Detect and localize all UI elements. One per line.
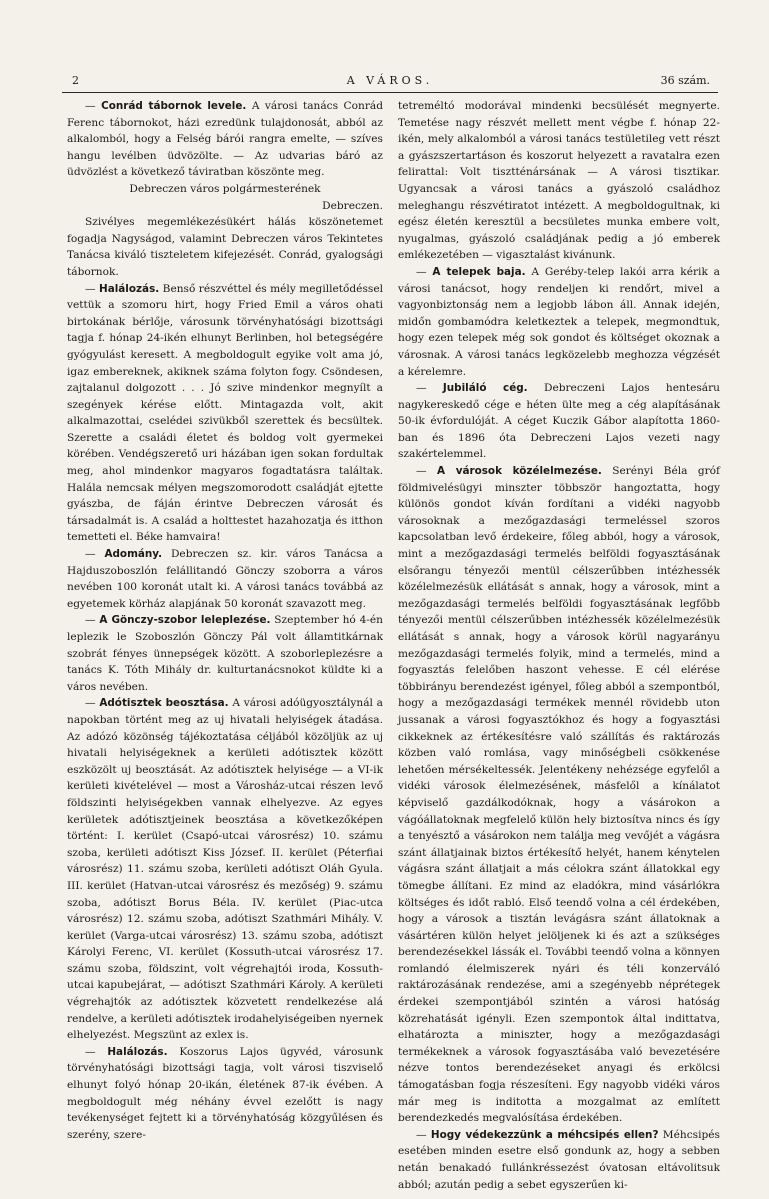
- issue-number: 36 szám.: [660, 74, 710, 87]
- article-heading: A telepek baja.: [432, 265, 526, 278]
- article-text: A Geréby-telep lakói arra kérik a városi tanácsot, hogy rendeljen ki rendőrt, mivel a vagyonbiztonság nem a legjobb lábon áll. Annak idején, midőn gombamódra keletkeztek a telepek, megmondtuk, hogy ezen telepek még sok gondot és költséget okoznak a városnak. A városi tanács legközelebb meghozza végzését a kérelemre.: [398, 265, 720, 378]
- telegram-text: Szivélyes megemlékezésükért hálás köszönetemet fogadja Nagyságod, valamint Debreczen város Tekintetes Tanácsa kiváló tiszteletem kifejezését. Conrád, gyalogsági tábornok.: [67, 216, 383, 278]
- article-statue: — A Gönczy-szobor leleplezése. Szeptember hó 4-én leplezik le Szoboszlón Gönczy Pál volt államtitkárnak szobrát fényes ünnepségek között. A szoborleplezésre a tanács K. Tóth Mihály dr. kulturtanácsnokot küldte ki a város nevében.: [67, 614, 383, 693]
- article-text: A városi tanács Conrád Ferenc tábornokot, házi ezredünk tulajdonosát, abból az alkalomból, hogy a Felség bárói rangra emelte, — szíves hangu levélben üdvözölte. — Az udvarias báró az üdvözlést a következő táviratban köszönte meg.: [67, 100, 383, 179]
- article-text: Benső részvéttel és mély megilletődéssel vettük a szomoru hirt, hogy Fried Emil a város ohati birtokának bérlője, városunk törvényhatósági bizottsági tagja f. hónap 24-ikén elhunyt Berlinben, hol betegségére gyógyulást keresett. A megboldogult egyike volt ama jó, igaz embereknek, akiknek száma folyton fogy. Csöndesen, zajtalanul dolgozott . . . Jó szive mindenkor megnyílt a szegények kérése előtt. Mintagazda volt, akit alkalmazottai, cselédei szivükből szerettek és becsültek. Szerette a családi életet és boldog volt gyermekei körében. Vendégszerető uri házában igen sokan fordultak meg, ahol mindenkor magyaros fogadtatásra találtak. Halála nemcsak mélyen megszomorodott családját ejtette gyászba, de fáján érintve Debreczen városát és társadalmát is. A család a holttestet hazahozatja és itthon temetteti el. Béke hamvaira!: [67, 282, 383, 544]
- article-heading: Jubiláló cég.: [442, 382, 528, 395]
- article-heading: Halálozás.: [107, 1045, 168, 1058]
- article-heading: Adótisztek beosztása.: [99, 697, 229, 710]
- left-column: [67, 98, 383, 1143]
- page-header: [62, 70, 718, 93]
- article-heading: Hogy védekezzünk a méhcsipés ellen?: [430, 1128, 659, 1141]
- article-heading: A városok közélelmezése.: [437, 465, 602, 478]
- article-death-1: — Halálozás. Benső részvéttel és mély megilletődéssel vettük a szomoru hirt, hogy Fried Emil a város ohati birtokának bérlője, városunk törvényhatósági bizottsági tagja f. hónap 24-ikén elhunyt Berlinben, hol betegségére gyógyulást keresett. A megboldogult egyike volt ama jó, igaz embereknek, akiknek száma folyton fogy. Csöndesen, zajtalanul dolgozott . . . Jó szive mindenkor megnyílt a szegények kérése előtt. Mintagazda volt, akit alkalmazottai, cselédei szivükből szerettek és becsültek. Szerette a családi életet és boldog volt gyermekei körében. Vendégszerető uri házában igen sokan fordultak meg, ahol mindenkor magyaros fogadtatásra találtak. Halála nemcsak mélyen megszomorodott családját ejtette gyászba, de fáján érintve Debreczen városát és társadalmát is. A család a holttestet hazahozatja és itthon temetteti el. Béke hamvaira!: [67, 282, 383, 544]
- article-jubilee: — Jubiláló cég. Debreczeni Lajos hentesáru nagykereskedő cége e héten ülte meg a cég alapításának 50-ik évfordulóját. A céget Kuczik Gábor alapította 1860-ban és 1896 óta Debreczeni Lajos vezeti nagy szakértelemmel.: [398, 382, 720, 461]
- article-heading: A Gönczy-szobor leleplezése.: [99, 614, 271, 627]
- article-settlements: — A telepek baja. A Geréby-telep lakói arra kérik a városi tanácsot, hogy rendeljen ki rendőrt, mivel a vagyonbiztonság nem a legjobb lábon áll. Annak idején, midőn gombamódra keletkeztek a telepek, megmondtuk, hogy ezen telepek még sok gondot és költséget okoznak a városnak. A városi tanács legközelebb meghozza végzését a kérelemre.: [398, 265, 720, 378]
- right-column: [398, 98, 720, 1193]
- article-text: A városi adóügyosztálynál a napokban történt meg az uj hivatali helyiségek átadása. Az adózó közönség tájékoztatása céljából közöljük az uj hivatali helyiségeknek a kerületi adótisztek között eszközölt uj beosztását. Az adótisztek helyisége — a VI-ik kerületi kivételével — most a Városház-utcai részen levő földszinti helyiségekben vannak elhelyezve. Az egyes kerületek adótisztjeinek beosztása a következőképen történt: I. kerület (Csapó-utcai városrész) 10. számu szoba, kerületi adótiszt Kiss József. II. kerület (Péterfiai városrész) 11. számu szoba, kerületi adótiszt Oláh Gyula. III. kerület (Hatvan-utcai városrész és mezőség) 9. számu szoba, adótiszt Borus Béla. IV. kerület (Piac-utca városrész) 12. számu szoba, adótiszt Szathmári Mihály. V. kerület (Varga-utcai városrész) 13. számu szoba, adótiszt Károlyi Ferenc, VI. kerület (Kossuth-utcai városrész 17. számu szoba, földszint, volt végrehajtói iroda, Kossuth-utcai kapubejárat, — adótiszt Szathmári Károly. A kerületi végrehajtók az adótisztek közvetett rendelkezése alá rendelve, a kerületi adótisztek irodahelyiségeiben nyernek elhelyezést. Megszünt az exlex is.: [67, 697, 383, 1042]
- article-text: Szeptember hó 4-én leplezik le Szoboszlón Gönczy Pál volt államtitkárnak szobrát fényes ünnepségek között. A szoborleplezésre a tanács K. Tóth Mihály dr. kulturtanácsnokot küldte ki a város nevében.: [67, 614, 383, 693]
- article-text: Serényi Béla gróf földmivelésügyi minszter többször hangoztatta, hogy különös gondot kíván fordítani a vidéki nagyobb városoknak a mezőgazdasági termeléssel szoros kapcsolatban levő érdekeire, főleg abból, hogy a városok, mint a mezőgazdasági termelés belföldi fogyasztásának elsőrangu tényezői mentül célszerűbben intézhessék közélelmezésük ellátását s annak, hogy a városok, mint a mezőgazdasági termelés belföldi fogyasztásának legfőbb tényezői mentül célszerűbben intézhessék közélelmezésük ellátását s annak, hogy a városok körül nagyarányu mezőgazdasági termelés folyik, mind a termelés, mind a fogyasztás felelőben haszont vehesse. E cél elérése többirányu berendezést igényel, főleg abból a szempontból, hogy a mezőgazdasági termékek mennél rövidebb uton jussanak a városi fogyasztókhoz és hogy a fogyasztási cikkeknek az értékesítésre való szállítás és raktározás közben való romlása, vagy minőségbeli csökkenése lehetően mérsékeltessék. Jelentékeny nehézsége egyfelől a vidéki városok élelmezésének, másfelől a kínálatot képviselő gazdálkodóknak, hogy a vásárokon a vágóállatoknak megfelelő külön hely biztosítva nincs és így a tenyésztő a vásárokon nem találja meg vevőjét a vágásra szánt állatjainak biztos értékesítő helyét, hanem kénytelen vágásra szánt állatjait a más célokra szánt állatokkal egy tömegbe állítani. Ez mind az eladókra, mind vásárlókra költséges és időt rabló. Első teendő volna a cél érdekében, hogy a városok a tisztán levágásra szánt állatoknak a vásártéren külön helyet jelöljenek ki és azt a szükséges berendezésekkel lássák el. További teendő volna a könnyen romlandó élelmiszerek nyári és téli konzerváló raktározásának rendezése, ami a szegényebb néprétegek érdekei szempontjából szintén a városi hatóság közrehatását igényli. Ezen szempontok által indittatva, elhatározta a miniszter, hogy a mezőgazdasági termékeknek a városok fogyasztásába való bevezetésére nézve tontos berendezéseket anyagi és erkölcsi támogatásban fogja részesíteni. Egy nagyobb vidéki város már meg is inditotta a mozgalmat az említett berendezkedés megvalósítása érdekében.: [398, 465, 720, 1125]
- article-text: Méhcsipés esetében minden esetre első gondunk az, hogy a sebben netán benakadó fullánkréssezést óvatosan eltávolitsuk abból; azután pedig a sebet egyszerűen ki-: [398, 1128, 720, 1191]
- article-text: Debreczeni Lajos hentesáru nagykereskedő cége e héten ülte meg a cég alapításának 50-ik évfordulóját. A céget Kuczik Gábor alapította 1860-ban és 1896 óta Debreczeni Lajos vezeti nagy szakértelemmel.: [398, 382, 720, 461]
- newspaper-title: A VÁROS.: [346, 74, 434, 87]
- article-tax: — Adótisztek beosztása. A városi adóügyosztálynál a napokban történt meg az uj hivatali helyiségek átadása. Az adózó közönség tájékoztatása céljából közöljük az uj hivatali helyiségeknek a kerületi adótisztek között eszközölt uj beosztását. Az adótisztek helyisége — a VI-ik kerületi kivételével — most a Városház-utcai részen levő földszinti helyiségekben vannak elhelyezve. Az egyes kerületek adótisztjeinek beosztása a következőképen történt: I. kerület (Csapó-utcai városrész) 10. számu szoba, kerületi adótiszt Kiss József. II. kerület (Péterfiai városrész) 11. számu szoba, kerületi adótiszt Oláh Gyula. III. kerület (Hatvan-utcai városrész és mezőség) 9. számu szoba, adótiszt Borus Béla. IV. kerület (Piac-utca városrész) 12. számu szoba, adótiszt Szathmári Mihály. V. kerület (Varga-utcai városrész) 13. számu szoba, adótiszt Károlyi Ferenc, VI. kerület (Kossuth-utcai városrész 17. számu szoba, földszint, volt végrehajtói iroda, Kossuth-utcai kapubejárat, — adótiszt Szathmári Károly. A kerületi végrehajtók az adótisztek közvetett rendelkezése alá rendelve, a kerületi adótisztek irodahelyiségeiben nyernek elhelyezést. Megszünt az exlex is.: [67, 697, 383, 1042]
- article-bee-sting: — Hogy védekezzünk a méhcsipés ellen? Méhcsipés esetében minden esetre első gondunk az, hogy a sebben netán benakadó fullánkréssezést óvatosan eltávolitsuk abból; azután pedig a sebet egyszerűen ki-: [398, 1128, 720, 1191]
- article-donation: — Adomány. Debreczen sz. kir. város Tanácsa a Hajduszoboszlón felállitandó Gönczy szoborra a város nevében 100 koronát utalt ki. A városi tanács továbbá az egyetemek körház alapjának 50 koronát szavazott meg.: [67, 548, 383, 610]
- article-heading: Halálozás.: [99, 282, 160, 295]
- article-text: Debreczen sz. kir. város Tanácsa a Hajduszoboszlón felállitandó Gönczy szoborra a város nevében 100 koronát utalt ki. A városi tanács továbbá az egyetemek körház alapjának 50 koronát szavazott meg.: [67, 548, 383, 610]
- article-text: Koszorus Lajos ügyvéd, városunk törvényhatósági bizottsági tagja, volt városi tiszviselő elhunyt folyó hónap 20-ikán, életének 87-ik évében. A megboldogult még néhány évvel ezelőtt is nagy tevékenységet fejtett ki a törvényhatóság közgyűlésen és szerény, szere-: [67, 1045, 383, 1141]
- article-heading: Conrád tábornok levele.: [101, 100, 247, 112]
- article-food-supply: — A városok közélelmezése. Serényi Béla gróf földmivelésügyi minszter többször hangoztatta, hogy különös gondot kíván fordítani a vidéki nagyobb városoknak a mezőgazdasági termeléssel szoros kapcsolatban levő érdekeire, főleg abból, hogy a városok, mint a mezőgazdasági termelés belföldi fogyasztásának elsőrangu tényezői mentül célszerűbben intézhessék közélelmezésük ellátását s annak, hogy a városok, mint a mezőgazdasági termelés belföldi fogyasztásának legfőbb tényezői mentül célszerűbben intézhessék közélelmezésük ellátását s annak, hogy a városok körül nagyarányu mezőgazdasági termelés folyik, mind a termelés, mind a fogyasztás felelőben haszont vehesse. E cél elérése többirányu berendezést igényel, főleg abból a szempontból, hogy a mezőgazdasági termékek mennél rövidebb uton jussanak a városi fogyasztókhoz és hogy a fogyasztási cikkeknek az értékesítésre való szállítás és raktározás közben való romlása, vagy minőségbeli csökkenése lehetően mérsékeltessék. Jelentékeny nehézsége egyfelől a vidéki városok élelmezésének, másfelől a kínálatot képviselő gazdálkodóknak, hogy a vásárokon a vágóállatoknak megfelelő külön hely biztosítva nincs és így a tenyésztő a vásárokon nem találja meg vevőjét a vágásra szánt állatjainak biztos értékesítő helyét, hanem kénytelen vágásra szánt állatjait a más célokra szánt állatokkal egy tömegbe állítani. Ez mind az eladókra, mind vásárlókra költséges és időt rabló. Első teendő volna a cél érdekében, hogy a városok a tisztán levágásra szánt állatoknak a vásártéren külön helyet jelöljenek ki és azt a szükséges berendezésekkel lássák el. További teendő volna a könnyen romlandó élelmiszerek nyári és téli konzerváló raktározásának rendezése, ami a szegényebb néprétegek érdekei szempontjából szintén a városi hatóság közrehatását igényli. Ezen szempontok által indittatva, elhatározta a miniszter, hogy a mezőgazdasági termékeknek a városok fogyasztásába való bevezetésére nézve tontos berendezéseket anyagi és erkölcsi támogatásban fogja részesíteni. Egy nagyobb vidéki város már meg is inditotta a mozgalmat az említett berendezkedés megvalósítása érdekében.: [398, 465, 720, 1125]
- page-number: 2: [72, 74, 79, 87]
- article-heading: Adomány.: [104, 548, 163, 561]
- article-death-2-continued: tetreméltó modorával mindenki becsülését megnyerte. Temetése nagy részvét mellett ment végbe f. hónap 22-ikén, mely alkalomból a városi tanács testületileg vett részt a gyászszertartáson és koszorut helyezett a ravatalra ezen felirattal: Volt tisztténársának — A városi tisztikar. Ugyancsak a városi tanács a gyászoló családhoz meleghangu részvétiratot intézett. A megboldogultnak, ki egész életén keresztül a becsületes munka embere volt, nyugalmas, gyászoló családjának pedig a jó emberek emlékezetében — vigasztalást kivánunk.: [398, 100, 720, 262]
- article-death-2: — Halálozás. Koszorus Lajos ügyvéd, városunk törvényhatósági bizottsági tagja, volt városi tiszviselő elhunyt folyó hónap 20-ikán, életének 87-ik évében. A megboldogult még néhány évvel ezelőtt is nagy tevékenységet fejtett ki a törvényhatóság közgyűlésen és szerény, szere-: [67, 1045, 383, 1141]
- telegram-addressee: Debreczen város polgármesterének: [129, 182, 321, 195]
- article-conrad: — Conrád tábornok levele. A városi tanács Conrád Ferenc tábornokot, házi ezredünk tulajdonosát, abból az alkalomból, hogy a Felség bárói rangra emelte, — szíves hangu levélben üdvözölte. — Az udvarias báró az üdvözlést a következő táviratban köszönte meg.: [67, 100, 383, 179]
- telegram-city: Debreczen.: [322, 199, 383, 212]
